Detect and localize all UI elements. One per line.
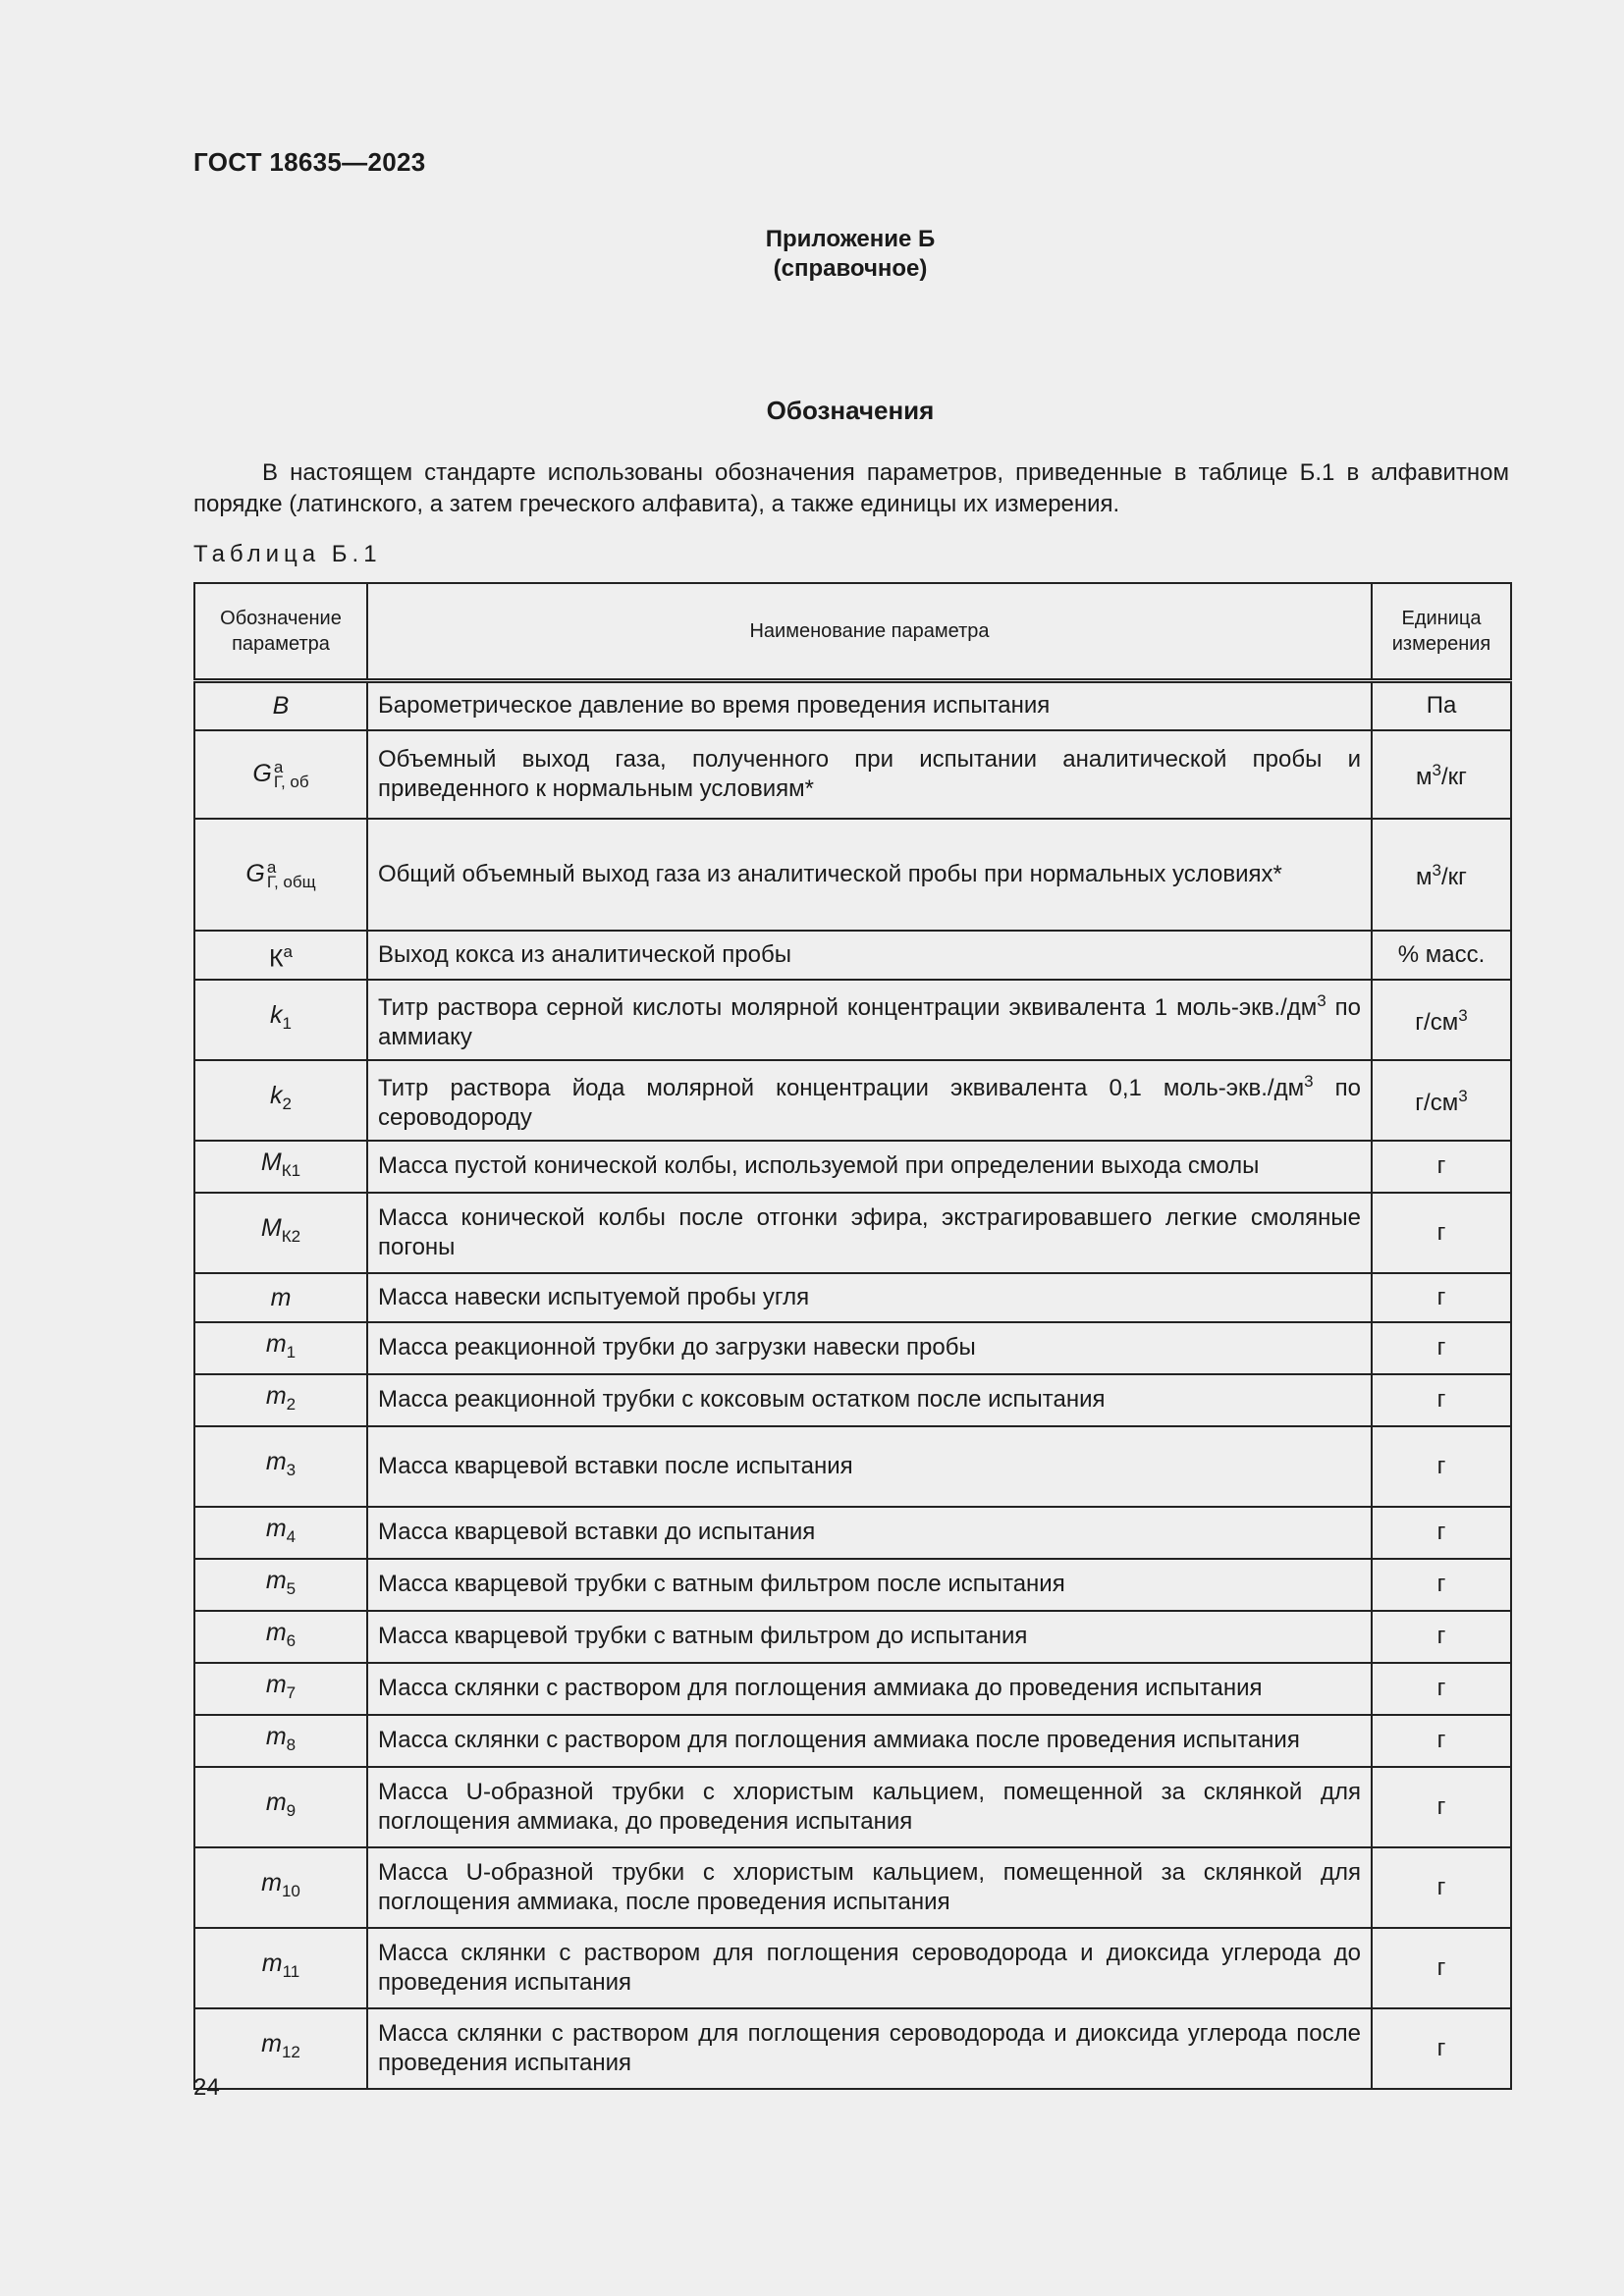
param-unit: г xyxy=(1372,1426,1511,1507)
table-row xyxy=(194,1559,1511,1611)
param-symbol: $m_4$ xyxy=(194,1507,367,1559)
header-symbol: Обозначение параметра xyxy=(194,583,367,681)
param-name: Масса кварцевой вставки до испытания xyxy=(367,1507,1372,1559)
param-symbol: $m_8$ xyxy=(194,1715,367,1767)
param-name: Барометрическое давление во время проведения испытания xyxy=(367,681,1372,730)
param-name: Масса склянки с раствором для поглощения сероводорода и диоксида углерода до проведения испытания xyxy=(367,1928,1372,2008)
param-unit: $м^3/кг$ xyxy=(1372,819,1511,931)
param-symbol: $m_9$ xyxy=(194,1767,367,1847)
header-unit: Единица измерения xyxy=(1372,583,1511,681)
table-body xyxy=(194,681,1511,2089)
param-symbol: G а Г, об xyxy=(194,730,367,819)
table-row xyxy=(194,1141,1511,1193)
param-name: Титр раствора йода молярной концентрации эквивалента 0,1 моль-$экв./дм^3$ по сероводороду xyxy=(367,1060,1372,1141)
table-row xyxy=(194,1928,1511,2008)
table-row xyxy=(194,931,1511,980)
param-symbol: $m_{12}$ xyxy=(194,2008,367,2089)
param-unit: г xyxy=(1372,1928,1511,2008)
param-name: Выход кокса из аналитической пробы xyxy=(367,931,1372,980)
param-symbol: $m_2$ xyxy=(194,1374,367,1426)
table-row xyxy=(194,730,1511,819)
param-name: Масса конической колбы после отгонки эфира, экстрагировавшего легкие смоляные погоны xyxy=(367,1193,1372,1273)
param-unit: $м^3/кг$ xyxy=(1372,730,1511,819)
param-unit: г xyxy=(1372,1559,1511,1611)
param-name: Масса склянки с раствором для поглощения аммиака до проведения испытания xyxy=(367,1663,1372,1715)
param-name: Масса кварцевой трубки с ватным фильтром после испытания xyxy=(367,1559,1372,1611)
page-number: 24 xyxy=(193,2074,220,2101)
param-unit: г xyxy=(1372,1611,1511,1663)
intro-paragraph: В настоящем стандарте использованы обозначения параметров, приведенные в таблице Б.1 в алфавитном порядке (латинского, а затем греческого алфавита), а также единицы их измерения. xyxy=(193,459,1509,517)
param-name: Масса пустой конической колбы, используемой при определении выхода смолы xyxy=(367,1141,1372,1193)
param-symbol: $m_3$ xyxy=(194,1426,367,1507)
param-unit: г xyxy=(1372,1374,1511,1426)
table-row xyxy=(194,1374,1511,1426)
appendix-subtitle: (справочное) xyxy=(773,255,928,282)
param-unit: $г/см^3$ xyxy=(1372,1060,1511,1141)
param-symbol: m xyxy=(194,1273,367,1322)
param-symbol: $M_{К2}$ xyxy=(194,1193,367,1273)
table-row xyxy=(194,1611,1511,1663)
param-symbol: $m_1$ xyxy=(194,1322,367,1374)
param-unit: г xyxy=(1372,1847,1511,1928)
parameters-table xyxy=(193,582,1512,2090)
table-row xyxy=(194,1426,1511,1507)
param-name: Масса склянки с раствором для поглощения сероводорода и диоксида углерода после проведения испытания xyxy=(367,2008,1372,2089)
param-symbol: $К^а$ xyxy=(194,931,367,980)
table-row xyxy=(194,1060,1511,1141)
param-name: Титр раствора серной кислоты молярной концентрации эквивалента 1 моль-$экв./дм^3$ по аммиаку xyxy=(367,980,1372,1060)
table-row xyxy=(194,980,1511,1060)
param-unit: г xyxy=(1372,1507,1511,1559)
param-unit: г xyxy=(1372,1141,1511,1193)
table-row xyxy=(194,1663,1511,1715)
param-symbol: $m_7$ xyxy=(194,1663,367,1715)
param-symbol: $m_6$ xyxy=(194,1611,367,1663)
table-caption: Таблица Б.1 xyxy=(193,541,382,567)
param-unit: г xyxy=(1372,1273,1511,1322)
param-unit: Па xyxy=(1372,681,1511,730)
table-row xyxy=(194,1847,1511,1928)
table-row xyxy=(194,1715,1511,1767)
table-row xyxy=(194,1507,1511,1559)
appendix-title: Приложение Б xyxy=(765,226,936,252)
param-unit: г xyxy=(1372,1663,1511,1715)
table-row xyxy=(194,1193,1511,1273)
param-name: Масса U-образной трубки с хлористым кальцием, помещенной за склянкой для поглощения аммиака, после проведения испытания xyxy=(367,1847,1372,1928)
param-symbol: $k_2$ xyxy=(194,1060,367,1141)
section-title: Обозначения xyxy=(766,396,935,425)
table-row xyxy=(194,1322,1511,1374)
param-name: Масса реакционной трубки с коксовым остатком после испытания xyxy=(367,1374,1372,1426)
param-symbol: $m_5$ xyxy=(194,1559,367,1611)
table-header-row xyxy=(194,583,1511,681)
param-unit: г xyxy=(1372,1767,1511,1847)
param-symbol: $k_1$ xyxy=(194,980,367,1060)
param-name: Масса склянки с раствором для поглощения аммиака после проведения испытания xyxy=(367,1715,1372,1767)
param-name: Общий объемный выход газа из аналитической пробы при нормальных условиях* xyxy=(367,819,1372,931)
param-symbol: $m_{10}$ xyxy=(194,1847,367,1928)
table-row xyxy=(194,1767,1511,1847)
table-row xyxy=(194,819,1511,931)
param-unit: г xyxy=(1372,1193,1511,1273)
param-name: Объемный выход газа, полученного при испытании аналитической пробы и приведенного к нормальным условиям* xyxy=(367,730,1372,819)
param-symbol: B xyxy=(194,681,367,730)
param-symbol: $M_{К1}$ xyxy=(194,1141,367,1193)
param-unit: г xyxy=(1372,2008,1511,2089)
param-symbol: $m_{11}$ xyxy=(194,1928,367,2008)
param-unit: % масс. xyxy=(1372,931,1511,980)
header-name: Наименование параметра xyxy=(367,583,1372,681)
param-name: Масса реакционной трубки до загрузки навески пробы xyxy=(367,1322,1372,1374)
param-name: Масса кварцевой вставки после испытания xyxy=(367,1426,1372,1507)
param-unit: г xyxy=(1372,1322,1511,1374)
param-symbol: G а Г, общ xyxy=(194,819,367,931)
table-row xyxy=(194,681,1511,730)
param-name: Масса U-образной трубки с хлористым кальцием, помещенной за склянкой для поглощения аммиака, до проведения испытания xyxy=(367,1767,1372,1847)
table-row xyxy=(194,2008,1511,2089)
table-row xyxy=(194,1273,1511,1322)
document-code: ГОСТ 18635—2023 xyxy=(193,147,426,177)
param-unit: $г/см^3$ xyxy=(1372,980,1511,1060)
param-name: Масса кварцевой трубки с ватным фильтром до испытания xyxy=(367,1611,1372,1663)
param-unit: г xyxy=(1372,1715,1511,1767)
param-name: Масса навески испытуемой пробы угля xyxy=(367,1273,1372,1322)
